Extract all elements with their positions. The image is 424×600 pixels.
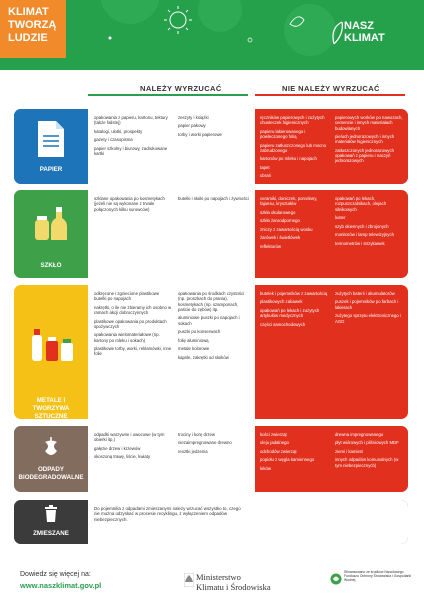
forbidden-item: płyt wiórowych i pilśniowych MDF [335, 440, 399, 446]
allowed-item: nakrętki, o ile nie zbieramy ich osobno w ramach akcji dobroczynnych [94, 304, 172, 316]
forbidden-item: tapet [260, 164, 270, 170]
forbidden-item: papieru lakierowanego i powleczonego folią [260, 128, 306, 140]
forbidden-item: opakowań po lekach, rozpuszczalnikach, olejach silnikowych [335, 196, 387, 212]
forbidden-item: luster [335, 215, 346, 221]
forbidden-item: ceramiki, doniczek, porcelany, fajansu, kryształów [260, 196, 318, 207]
forbidden-item: butelek i pojemników z zawartością [260, 291, 328, 296]
allowed-item: opakowania wielomateriałowe (np. kartony po mleku i sokach) [94, 332, 160, 343]
forbidden-item: plastikowych zabawek [260, 299, 303, 305]
allowed-column-left [94, 115, 172, 160]
forbidden-item: żarówek i świetlówek [260, 235, 301, 241]
allowed-column-right [178, 115, 252, 140]
eagle-emblem-icon [184, 573, 194, 587]
forbidden-list [255, 109, 408, 184]
section-mixed [14, 500, 408, 544]
allowed-column-right [178, 291, 252, 363]
forbidden-item: innych odpadów komunalnych (w tym niebezpiecznych) [335, 457, 399, 468]
brand-logo: NASZ KLIMAT [344, 20, 414, 44]
forbidden-item: szkła okularowego [260, 209, 296, 215]
allowed-item: opakowania z papieru, kartonu, tektury (także falistej) [94, 115, 168, 126]
allowed-item: metale kolorowe [178, 346, 210, 352]
section-glass [14, 190, 408, 278]
forbidden-item: ubrań [260, 173, 271, 179]
allowed-item: plastikowe torby, worki, reklamówki, inne folie [94, 346, 172, 357]
allowed-item: kapsle, zakrętki od słoików [178, 354, 229, 360]
paper-document-icon [34, 119, 70, 159]
fund-credit: Sfinansowano ze środków Narodowego Funduszu Ochrony Środowiska i Gospodarki Wodnej [344, 570, 412, 583]
forbidden-list [255, 285, 408, 419]
trash-bin-icon [44, 505, 58, 523]
forbidden-item: kości zwierząt [260, 432, 287, 437]
allowed-item: torby i worki papierowe [178, 131, 222, 137]
sun-icon [164, 6, 192, 34]
forbidden-item: opakowań po lekach i zużytych artykułów medycznych [260, 307, 320, 319]
allowed-item: aluminiowe puszki po napojach i sokach [178, 315, 240, 326]
forbidden-item: drewna impregnowanego [335, 432, 384, 437]
mixed-description: Do pojemnika z odpadami zmieszanymi należy wrzucać wszystko to, czego nie można odzyskać w procesie recyklingu, z wyłączeniem odpadów niebezpiecznych. [94, 506, 241, 522]
forbidden-item: monitorów i lamp telewizyjnych [335, 232, 394, 238]
forbidden-item: puszek i pojemników po farbach i lakierach [335, 299, 399, 310]
allowed-list [88, 109, 255, 184]
forbidden-column-right [335, 196, 405, 249]
mixed-description-panel [88, 500, 408, 544]
allowed-item: opakowania po środkach czystości (np. proszkach do prania), kosmetykach (np. szamponach, paście do zębów) itp. [178, 291, 245, 312]
allowed-list [88, 426, 255, 492]
section-title: SZKŁO [40, 262, 62, 269]
section-title: METALE I TWORZYWA SZTUCZNE [32, 397, 70, 419]
section-metal-plastic [14, 285, 408, 419]
forbidden-item: ziemi i kamieni [335, 448, 364, 454]
forbidden-item: papieru zatłuszczonego lub mocno zabrudzonego [260, 142, 327, 153]
forbidden-list [255, 190, 408, 278]
allowed-item: szklane opakowania po kosmetykach (jeżeli nie są wykonane z trwale połączonych kilku surowców) [94, 196, 165, 212]
allowed-item: skoszoną trawę, liście, kwiaty [94, 454, 151, 460]
allowed-item: plastikowe opakowania po produktach spożywczych [94, 318, 167, 329]
forbidden-column-right [335, 115, 405, 167]
campaign-badge: KLIMAT TWORZĄ LUDZIE [0, 0, 66, 58]
allowed-item: odkręcone i zgniecione plastikowe butelki po napojach [94, 291, 160, 302]
allowed-column-right [178, 432, 252, 457]
forbidden-item: szyb okiennych i zbrojonych [335, 223, 389, 229]
allowed-item: butelki i słoiki po napojach i żywności [178, 196, 249, 201]
forbidden-list [255, 426, 408, 492]
forbidden-column-left [260, 115, 330, 182]
forbidden-column-right [335, 432, 405, 471]
column-header-yes: NALEŻY WYRZUCAĆ [140, 84, 222, 93]
allowed-item: folię aluminiową [178, 337, 209, 343]
section-title: ODPADY BIODEGRADOWALNE [18, 466, 84, 481]
forbidden-item: papierowych worków po nawozach, cemencie i innych materiałach budowlanych [335, 115, 403, 131]
plastic-bottles-cans-icon [28, 323, 76, 363]
allowed-item: katalogi, ulotki, prospekty [94, 128, 143, 134]
allowed-column-left [94, 432, 172, 463]
forbidden-item: zniczy z zawartością wosku [260, 226, 313, 232]
column-header-no: NIE NALEŻY WYRZUCAĆ [282, 84, 380, 93]
column-underline-yes [88, 94, 248, 96]
allowed-list [88, 190, 255, 278]
allowed-item: papier szkolny i biurowy, zadrukowane kartki [94, 145, 168, 157]
forbidden-item: pieluch jednorazowych i innych materiałów higienicznych [335, 134, 395, 145]
glass-bottles-icon [32, 204, 72, 242]
allowed-column-left [94, 196, 172, 215]
brand-leaf-icon [330, 20, 344, 48]
forbidden-item: ręczników papierowych i zużytych chusteczek higienicznych [260, 115, 325, 126]
allowed-item: puszki po konserwach [178, 329, 221, 335]
forbidden-item: szkła żaroodpornego [260, 218, 300, 224]
forbidden-item: kartonów po mleku i napojach [260, 156, 317, 162]
allowed-item: resztki jedzenia [178, 448, 208, 454]
allowed-item: trociny i korę drzew [178, 432, 216, 437]
footer-label: Dowiedz się więcej na: [20, 571, 91, 578]
allowed-item: gałęzie drzew i krzewów [94, 445, 141, 451]
allowed-list [88, 285, 255, 419]
header-banner [0, 0, 424, 70]
fund-logo-icon [330, 572, 342, 586]
forbidden-item: termometrów i strzykawek [335, 240, 385, 246]
forbidden-column-left [260, 291, 330, 330]
forbidden-item: odchodów zwierząt [260, 448, 297, 454]
forbidden-item: zatłuszczonych jednorazowych opakowań z papieru i naczyń jednorazowych [335, 147, 394, 164]
forbidden-item: zużytego sprzętu elektronicznego i AGD [335, 313, 401, 324]
allowed-item: gazety i czasopisma [94, 137, 133, 143]
footer-url-link[interactable]: www.naszklimat.gov.pl [20, 581, 102, 590]
apple-core-icon [42, 434, 60, 460]
forbidden-item: reflektorów [260, 243, 282, 249]
allowed-item: odpadki warzywne i owocowe (w tym obierki itp.) [94, 432, 165, 443]
section-paper [14, 109, 408, 184]
allowed-item: niezaimpregnowane drewno [178, 440, 232, 446]
section-bio [14, 426, 408, 492]
forbidden-item: części samochodowych [260, 321, 306, 327]
forbidden-item: oleju jadalnego [260, 440, 289, 446]
forbidden-column-left [260, 432, 330, 474]
allowed-column-right [178, 196, 252, 204]
ministry-name: Ministerstwo Klimatu i Środowiska [196, 572, 271, 592]
section-title: PAPIER [39, 166, 63, 173]
forbidden-item: popiołu z węgla kamiennego [260, 457, 315, 463]
section-title: ZMIESZANE [33, 530, 69, 537]
allowed-item: papier pakowy [178, 123, 206, 129]
forbidden-item: zużytych baterii i akumulatorów [335, 291, 395, 296]
allowed-column-left [94, 291, 172, 360]
forbidden-column-right [335, 291, 405, 327]
allowed-item: zeszyty i książki [178, 115, 209, 120]
column-underline-no [255, 94, 405, 96]
forbidden-column-left [260, 196, 330, 252]
forbidden-item: leków [260, 465, 271, 471]
